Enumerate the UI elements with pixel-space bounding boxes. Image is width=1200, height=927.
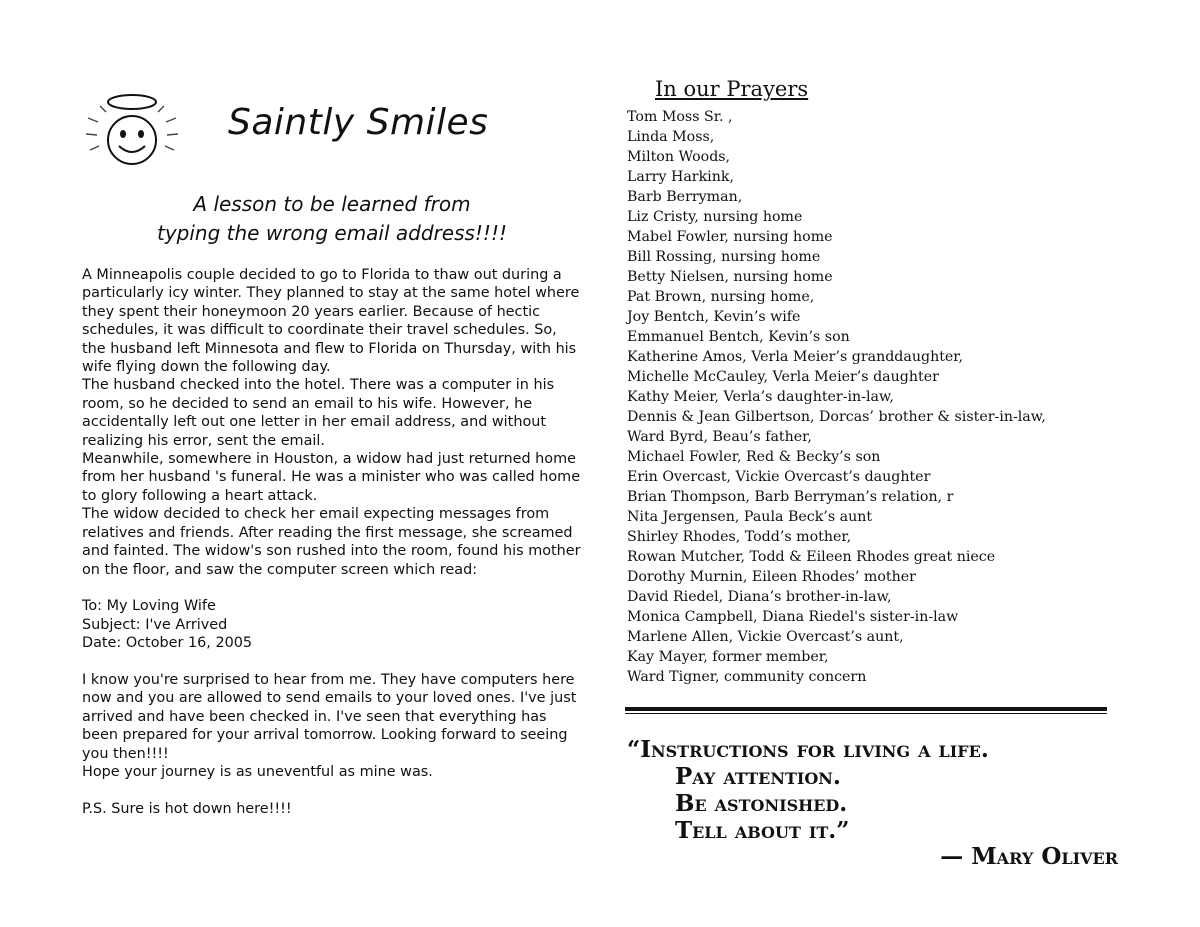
prayer-item: Dorothy Murnin, Eileen Rhodes’ mother: [627, 569, 916, 585]
prayer-item: Bill Rossing, nursing home: [627, 249, 821, 265]
prayer-item: Ward Tigner, community concern: [627, 669, 867, 685]
quote-line-1: “Instructions for living a life.: [627, 736, 989, 763]
prayer-item: David Riedel, Diana’s brother-in-law,: [627, 589, 892, 605]
prayer-item: Barb Berryman,: [627, 189, 743, 205]
prayer-item: Joy Bentch, Kevin’s wife: [627, 309, 801, 325]
email-closing: Hope your journey is as uneventful as mine was.: [82, 763, 433, 780]
headline-line-2: typing the wrong email address!!!!: [157, 221, 507, 245]
prayer-list: [627, 107, 1046, 687]
prayers-heading: In our Prayers: [655, 77, 809, 101]
prayer-item: Rowan Mutcher, Todd & Eileen Rhodes great niece: [627, 549, 996, 565]
prayer-item: Betty Nielsen, nursing home: [627, 269, 833, 285]
quote-line-2: Pay attention.: [675, 763, 841, 790]
headline-line-1: A lesson to be learned from: [193, 192, 471, 216]
prayer-item: Monica Campbell, Diana Riedel's sister-in-law: [627, 609, 959, 625]
prayer-item: Michelle McCauley, Verla Meier’s daughter: [627, 369, 939, 385]
story-paragraph: The husband checked into the hotel. There was a computer in his room, so he decided to send an email to his wife. However, he accidentally left out one letter in her email address, and without realizing his error, sent the email.: [82, 377, 555, 449]
prayer-item: Mabel Fowler, nursing home: [627, 229, 833, 245]
email-to: To: My Loving Wife: [82, 598, 216, 615]
email-body: I know you're surprised to hear from me. They have computers here now and you are allowed to send emails to your loved ones. I've just arrived and have been checked in. I've seen that everything has been prepared for your arrival tomorrow. Looking forward to seeing you then!!!!: [82, 671, 577, 762]
divider-rule-thin: [625, 713, 1107, 714]
story-paragraph: Meanwhile, somewhere in Houston, a widow had just returned home from her husband 's funeral. He was a minister who was called home to glory following a heart attack.: [82, 451, 581, 504]
story-paragraph: The widow decided to check her email expecting messages from relatives and friends. After reading the first message, she screamed and fainted. The widow's son rushed into the room, found his mother on the floor, and saw the computer screen which read:: [82, 506, 581, 578]
quote-line-3: Be astonished.: [675, 790, 848, 817]
prayer-item: Liz Cristy, nursing home: [627, 209, 803, 225]
postscript: P.S. Sure is hot down here!!!!: [82, 800, 292, 817]
prayer-item: Kathy Meier, Verla’s daughter-in-law,: [627, 389, 894, 405]
prayer-item: Milton Woods,: [627, 149, 731, 165]
prayer-item: Michael Fowler, Red & Becky’s son: [627, 449, 881, 465]
prayer-item: Tom Moss Sr. ,: [627, 109, 733, 125]
article-body: [82, 266, 582, 818]
prayer-item: Emmanuel Bentch, Kevin’s son: [627, 329, 850, 345]
prayer-item: Larry Harkink,: [627, 169, 734, 185]
divider-rule: [625, 707, 1107, 711]
article-headline: [82, 190, 582, 248]
prayer-item: Shirley Rhodes, Todd’s mother,: [627, 529, 852, 545]
prayer-item: Katherine Amos, Verla Meier’s granddaughter,: [627, 349, 964, 365]
prayer-item: Marlene Allen, Vickie Overcast’s aunt,: [627, 629, 904, 645]
prayer-item: Ward Byrd, Beau’s father,: [627, 429, 812, 445]
page-title: Saintly Smiles: [228, 102, 489, 143]
prayer-item: Pat Brown, nursing home,: [627, 289, 815, 305]
quote-line-4: Tell about it.”: [675, 817, 850, 844]
quote-author: — Mary Oliver: [940, 843, 1118, 870]
prayer-item: Brian Thompson, Barb Berryman’s relation, r: [627, 489, 954, 505]
prayer-item: Linda Moss,: [627, 129, 715, 145]
smiley-angel-icon: [82, 88, 182, 178]
prayer-item: Nita Jergensen, Paula Beck’s aunt: [627, 509, 873, 525]
prayer-item: Erin Overcast, Vickie Overcast’s daughter: [627, 469, 931, 485]
prayer-item: Kay Mayer, former member,: [627, 649, 829, 665]
email-subject: Subject: I've Arrived: [82, 616, 228, 633]
prayer-item: Dennis & Jean Gilbertson, Dorcas’ brother & sister-in-law,: [627, 409, 1046, 425]
email-date: Date: October 16, 2005: [82, 635, 253, 652]
story-paragraph: A Minneapolis couple decided to go to Florida to thaw out during a particularly icy winter. They planned to stay at the same hotel where they spent their honeymoon 20 years earlier. Because of hectic schedules, it was difficult to coordinate their travel schedules. So, the husband left Minnesota and flew to Florida on Thursday, with his wife flying down the following day.: [82, 267, 580, 376]
quote-block: [627, 736, 1127, 844]
